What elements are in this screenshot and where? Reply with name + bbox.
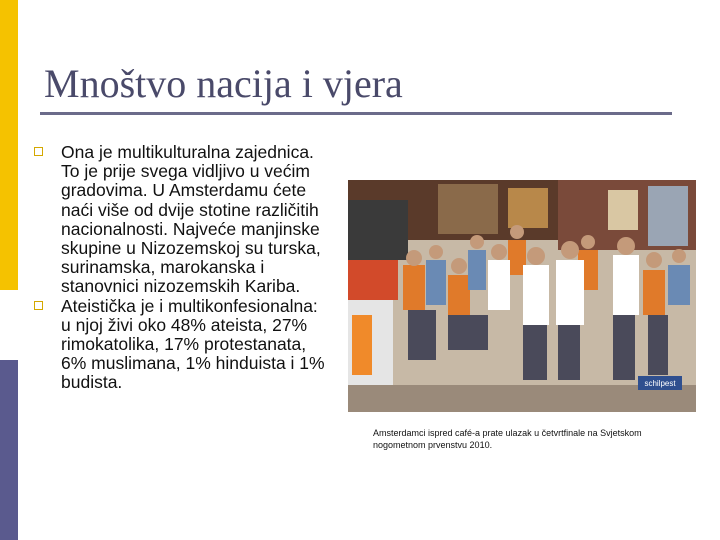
slide-title: Mnoštvo nacija i vjera [44, 61, 403, 106]
accent-bar-bottom [0, 360, 18, 540]
bullet-item [34, 143, 329, 297]
accent-bar-top [0, 0, 18, 290]
title-underline [40, 112, 672, 115]
bullet-list [34, 143, 329, 393]
photo-caption: Amsterdamci ispred café-a prate ulazak u četvrtfinale na Svjetskom nogometnom prvenstvu 2010. [373, 428, 642, 450]
photo-sign-text: schilpest [644, 379, 676, 388]
square-bullet-icon [34, 301, 43, 310]
square-bullet-icon [34, 147, 43, 156]
bullet-item [34, 297, 329, 393]
crowd-photo [348, 180, 696, 412]
bullet-text: Ateistička je i multikonfesionalna: u njoj živi oko 48% ateista, 27% rimokatolika, 17% protestanata, 6% muslimana, 1% hinduista i 1% budista. [61, 295, 325, 393]
bullet-text: Ona je multikulturalna zajednica. To je prije svega vidljivo u većim gradovima. U Amsterdamu ćete naći više od dvije stotine različitih nacionalnosti. Najveće manjinske skupine u Nizozemskoj su turska, surinamska, marokanska i stanovnici nizozemskih Kariba. [61, 142, 321, 297]
